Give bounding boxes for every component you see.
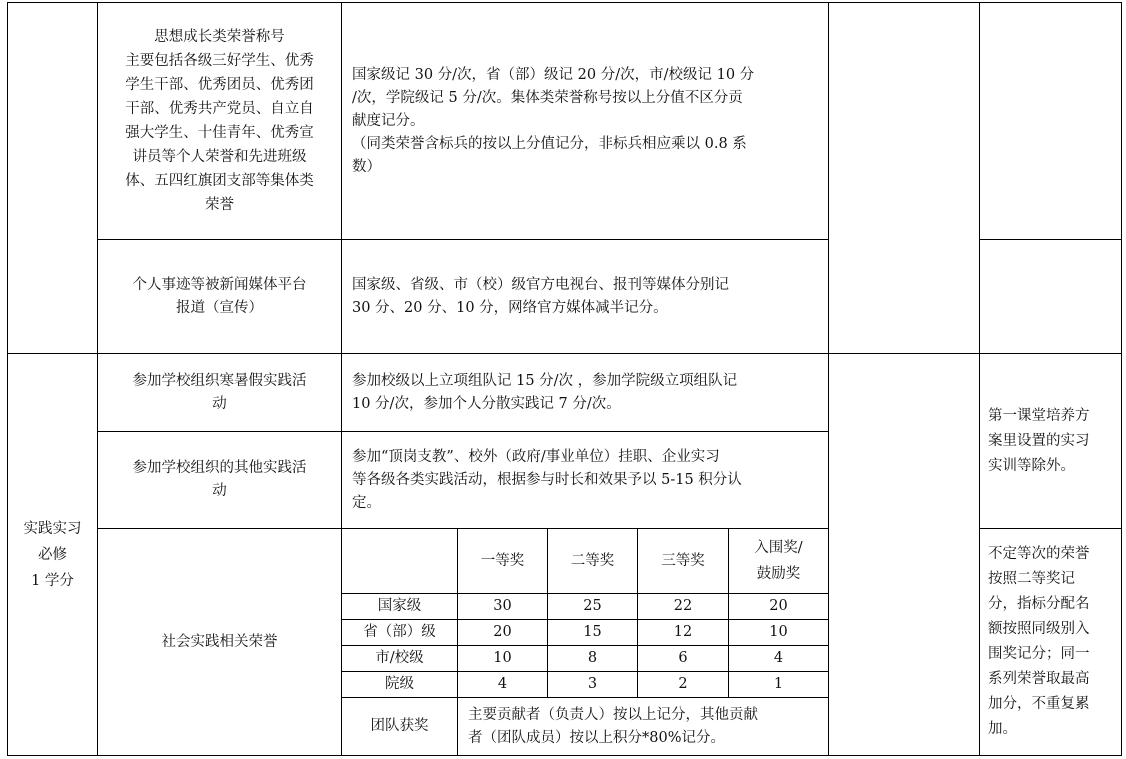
rule-thought-honor: 国家级记 30 分/次，省（部）级记 20 分/次，市/校级记 10 分 /次，学院级记 5 分/次。集体类荣誉称号按以上分值不区分贡 献度记分。 （同类荣誉含标兵的按以上分值记分，非标兵相应乘以 0.8 系 数） [352,66,755,175]
score-cell: 25 [583,598,602,614]
team-award-rule: 主要贡献者（负责人）按以上记分，其他贡献 者（团队成员）按以上积分*80%记分。 [468,706,758,746]
level-city-school: 市/校级 [375,650,424,666]
rule-other-practice: 参加“顶岗支教”、校外（政府/事业单位）挂职、企业实习 等各级各类实践活动，根据参与时长和效果予以 5-15 积分认 定。 [352,448,742,511]
score-cell: 4 [773,650,784,666]
header-finalist-prize: 入围奖/ 鼓励奖 [754,540,803,582]
score-cell: 3 [587,676,598,692]
note-practice-exclusion: 第一课堂培养方 案里设置的实习 实训等除外。 [988,407,1090,474]
score-cell: 10 [493,650,512,666]
score-cell: 8 [587,650,598,666]
rule-vacation-practice: 参加校级以上立项组队记 15 分/次 ，参加学院级立项组队记 10 分/次，参加个人分散实践记 7 分/次。 [352,372,738,412]
score-cell: 2 [678,676,688,692]
score-cell: 1 [773,676,784,692]
team-award-label: 团队获奖 [370,718,429,734]
header-third-prize: 三等奖 [661,552,705,569]
header-first-prize: 一等奖 [480,552,525,569]
item-thought-honor: 思想成长类荣誉称号 主要包括各级三好学生、优秀 学生干部、优秀团员、优秀团 干部、优秀共产党员、自立自 强大学生、十佳青年、优秀宣 讲员等个人荣誉和先进班级 体、五四红旗团支部等集体类 荣誉 [125,29,314,213]
score-cell: 12 [673,624,693,640]
score-cell: 20 [769,598,788,614]
item-other-practice: 参加学校组织的其他实践活 动 [132,460,307,499]
grid-line [1121,2,1122,756]
score-cell: 10 [769,624,788,640]
note-social-honor: 不定等次的荣誉 按照二等奖记 分，指标分配名 额按照同级别入 围奖记分；同一 系列荣誉取最高 加分，不重复累 加。 [988,546,1090,737]
score-cell: 15 [583,624,602,640]
score-cell: 20 [493,624,512,640]
item-media-report: 个人事迹等被新闻媒体平台 报道（宣传） [132,276,307,316]
level-provincial: 省（部）级 [363,624,436,640]
grid-line [7,755,1121,756]
score-cell: 4 [497,676,508,692]
item-social-honor: 社会实践相关荣誉 [161,633,278,650]
level-national: 国家级 [377,598,422,614]
grid-line [979,239,1121,240]
score-cell: 30 [493,598,512,614]
category-practice: 实践实习 必修 1 学分 [23,520,82,589]
score-cell: 22 [673,598,693,614]
level-college: 院级 [385,676,414,692]
grid-line [828,2,829,756]
score-cell: 6 [678,650,688,666]
header-second-prize: 二等奖 [570,552,615,569]
item-vacation-practice: 参加学校组织寒暑假实践活 动 [132,372,307,412]
rule-media-report: 国家级、省级、市（校）级官方电视台、报刊等媒体分别记 30 分、20 分、10 分，网络官方媒体减半记分。 [352,276,729,316]
